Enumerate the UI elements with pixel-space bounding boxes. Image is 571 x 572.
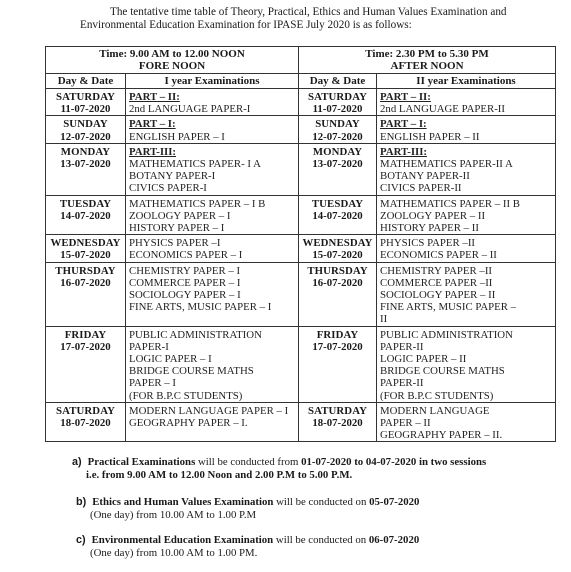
exam-paper: FINE ARTS, MUSIC PAPER – I xyxy=(129,301,272,314)
part-heading: PART-III: xyxy=(380,145,428,158)
col-header-second-year: II year Examinations xyxy=(377,74,556,89)
exam-subjects-cell-second xyxy=(377,235,556,262)
exam-paper: HISTORY PAPER – I xyxy=(129,222,225,235)
exam-paper: ENGLISH PAPER – I xyxy=(129,130,225,143)
exam-paper: ENGLISH PAPER – II xyxy=(380,130,480,143)
exam-date: 14-07-2020 xyxy=(60,209,111,222)
exam-subjects-cell-first xyxy=(126,116,299,143)
exam-paper: 2nd LANGUAGE PAPER-I xyxy=(129,103,251,116)
exam-subjects-cell-second xyxy=(377,326,556,402)
exam-subjects-cell-second xyxy=(377,262,556,326)
note-ethics xyxy=(76,496,546,521)
note-c-timings: (One day) from 10.00 AM to 1.00 PM. xyxy=(90,546,258,559)
exam-paper: 2nd LANGUAGE PAPER-II xyxy=(380,103,505,116)
exam-paper: ZOOLOGY PAPER – I xyxy=(129,209,231,222)
exam-paper: II xyxy=(380,313,388,326)
exam-date: 12-07-2020 xyxy=(60,130,111,143)
part-heading: PART – II: xyxy=(380,91,431,103)
day-name: MONDAY xyxy=(60,145,111,158)
note-b-date: 05-07-2020 xyxy=(369,496,420,508)
timetable-body xyxy=(46,89,556,442)
exam-paper: LOGIC PAPER – II xyxy=(380,353,467,366)
exam-date: 13-07-2020 xyxy=(312,158,363,171)
timetable-row xyxy=(46,195,556,235)
afternoon-time: Time: 2.30 PM to 5.30 PM xyxy=(365,48,489,60)
exam-date: 15-07-2020 xyxy=(312,249,363,262)
day-date-cell-first xyxy=(46,116,126,143)
day-date-cell-first xyxy=(46,402,126,442)
forenoon-header xyxy=(46,47,299,74)
day-name: SATURDAY xyxy=(56,404,115,417)
day-date-cell-first xyxy=(46,89,126,116)
note-b-marker: b) xyxy=(76,496,87,508)
day-name: SUNDAY xyxy=(63,118,108,131)
day-date-cell-first xyxy=(46,195,126,235)
exam-date: 18-07-2020 xyxy=(60,417,111,430)
day-name: WEDNESDAY xyxy=(302,237,373,250)
day-name: SATURDAY xyxy=(56,91,115,103)
exam-paper: PAPER-II xyxy=(380,340,424,353)
exam-date: 17-07-2020 xyxy=(312,340,363,353)
intro-paragraph: The tentative time table of Theory, Practical, Ethics and Human Values Examination and Environmental Education Examination for IPASE July 2020 is as follows: xyxy=(80,6,507,31)
day-date-cell-second xyxy=(299,143,377,195)
exam-date: 13-07-2020 xyxy=(60,158,111,171)
timetable-row xyxy=(46,262,556,326)
exam-subjects-cell-first xyxy=(126,262,299,326)
column-header-row xyxy=(46,74,556,89)
day-name: TUESDAY xyxy=(311,197,364,210)
note-a-dates: 01-07-2020 to 04-07-2020 in two sessions xyxy=(301,456,487,468)
exam-paper: FINE ARTS, MUSIC PAPER – xyxy=(380,301,517,314)
note-a-title: Practical Examinations xyxy=(87,456,196,468)
exam-paper: BRIDGE COURSE MATHS xyxy=(129,365,254,378)
timetable xyxy=(45,46,556,442)
note-b-timings: (One day) from 10.00 AM to 1.00 P.M xyxy=(90,508,257,521)
exam-paper: MATHEMATICS PAPER-II A xyxy=(380,158,513,171)
timetable-row xyxy=(46,116,556,143)
exam-paper: COMMERCE PAPER – I xyxy=(129,276,241,289)
day-date-cell-second xyxy=(299,195,377,235)
exam-paper: MATHEMATICS PAPER- I A xyxy=(129,158,261,171)
exam-paper: MATHEMATICS PAPER – I B xyxy=(129,197,266,210)
col-header-day-date-1: Day & Date xyxy=(46,74,126,89)
exam-paper: MODERN LANGUAGE xyxy=(380,404,490,417)
exam-subjects-cell-second xyxy=(377,402,556,442)
exam-paper: PHYSICS PAPER –I xyxy=(129,237,221,250)
exam-paper: CIVICS PAPER-I xyxy=(129,182,207,195)
note-environmental xyxy=(76,534,546,559)
day-date-cell-second xyxy=(299,235,377,262)
exam-paper: PUBLIC ADMINISTRATION xyxy=(380,328,513,341)
exam-date: 11-07-2020 xyxy=(60,103,111,116)
exam-subjects-cell-second xyxy=(377,143,556,195)
day-name: TUESDAY xyxy=(59,197,112,210)
exam-paper: CIVICS PAPER-II xyxy=(380,182,462,195)
day-name: FRIDAY xyxy=(64,328,107,341)
exam-subjects-cell-first xyxy=(126,402,299,442)
exam-paper: BOTANY PAPER-II xyxy=(380,170,470,183)
timetable-row xyxy=(46,89,556,116)
part-heading: PART – II: xyxy=(129,91,180,103)
timetable-row xyxy=(46,326,556,402)
part-heading: PART-III: xyxy=(129,145,177,158)
exam-paper: PAPER-II xyxy=(380,377,424,390)
exam-paper: MATHEMATICS PAPER – II B xyxy=(380,197,520,210)
part-heading: PART – I: xyxy=(380,118,427,131)
part-heading: PART – I: xyxy=(129,118,176,131)
col-header-first-year: I year Examinations xyxy=(126,74,299,89)
exam-paper: GEOGRAPHY PAPER – II. xyxy=(380,429,503,442)
note-a-text: will be conducted from xyxy=(195,456,302,468)
day-name: THURSDAY xyxy=(307,264,368,277)
exam-paper: PUBLIC ADMINISTRATION xyxy=(129,328,262,341)
exam-paper: (FOR B.P.C STUDENTS) xyxy=(380,389,494,402)
day-name: SUNDAY xyxy=(315,118,360,131)
exam-subjects-cell-second xyxy=(377,89,556,116)
exam-date: 12-07-2020 xyxy=(312,130,363,143)
afternoon-header xyxy=(299,47,556,74)
afternoon-label: AFTER NOON xyxy=(390,60,464,72)
exam-paper: LOGIC PAPER – I xyxy=(129,353,212,366)
day-name: MONDAY xyxy=(312,145,363,158)
exam-date: 14-07-2020 xyxy=(312,209,363,222)
day-date-cell-first xyxy=(46,235,126,262)
note-c-title: Environmental Education Examination xyxy=(91,534,274,546)
exam-paper: SOCIOLOGY PAPER – II xyxy=(380,289,496,302)
day-date-cell-first xyxy=(46,326,126,402)
col-header-day-date-2: Day & Date xyxy=(299,74,377,89)
exam-paper: PAPER-I xyxy=(129,340,169,353)
exam-paper: SOCIOLOGY PAPER – I xyxy=(129,289,241,302)
exam-paper: MODERN LANGUAGE PAPER – I xyxy=(129,404,289,417)
exam-paper: BOTANY PAPER-I xyxy=(129,170,216,183)
day-date-cell-second xyxy=(299,262,377,326)
exam-date: 18-07-2020 xyxy=(312,417,363,430)
exam-subjects-cell-second xyxy=(377,195,556,235)
timetable-row xyxy=(46,143,556,195)
exam-paper: HISTORY PAPER – II xyxy=(380,222,479,235)
note-c-date: 06-07-2020 xyxy=(368,534,420,546)
note-b-title: Ethics and Human Values Examination xyxy=(92,496,274,508)
exam-paper: ECONOMICS PAPER – II xyxy=(380,249,497,262)
day-name: WEDNESDAY xyxy=(50,237,121,250)
note-c-marker: c) xyxy=(76,534,86,546)
day-date-cell-second xyxy=(299,116,377,143)
session-header-row xyxy=(46,47,556,74)
day-date-cell-first xyxy=(46,143,126,195)
exam-paper: PAPER – I xyxy=(129,377,177,390)
day-name: SATURDAY xyxy=(308,404,368,417)
exam-subjects-cell-first xyxy=(126,235,299,262)
exam-paper: COMMERCE PAPER –II xyxy=(380,276,493,289)
exam-date: 11-07-2020 xyxy=(312,103,363,116)
day-date-cell-first xyxy=(46,262,126,326)
exam-paper: ZOOLOGY PAPER – II xyxy=(380,209,486,222)
exam-date: 15-07-2020 xyxy=(60,249,111,262)
day-date-cell-second xyxy=(299,89,377,116)
day-name: FRIDAY xyxy=(316,328,359,341)
day-date-cell-second xyxy=(299,402,377,442)
exam-paper: CHEMISTRY PAPER –II xyxy=(380,264,493,277)
exam-paper: CHEMISTRY PAPER – I xyxy=(129,264,241,277)
exam-paper: PAPER – II xyxy=(380,417,431,430)
day-name: SATURDAY xyxy=(308,91,368,103)
timetable-row xyxy=(46,402,556,442)
note-a-marker: a) xyxy=(72,456,82,468)
exam-paper: ECONOMICS PAPER – I xyxy=(129,249,243,262)
exam-paper: BRIDGE COURSE MATHS xyxy=(380,365,505,378)
exam-paper: GEOGRAPHY PAPER – I. xyxy=(129,417,248,430)
exam-date: 16-07-2020 xyxy=(60,276,111,289)
day-name: THURSDAY xyxy=(55,264,116,277)
timetable-row xyxy=(46,235,556,262)
exam-date: 17-07-2020 xyxy=(60,340,111,353)
note-b-text: will be conducted on xyxy=(273,496,370,508)
forenoon-label: FORE NOON xyxy=(138,60,206,72)
exam-paper: (FOR B.P.C STUDENTS) xyxy=(129,389,243,402)
forenoon-time: Time: 9.00 AM to 12.00 NOON xyxy=(99,48,245,60)
exam-date: 16-07-2020 xyxy=(312,276,363,289)
note-c-text: will be conducted on xyxy=(273,534,369,546)
exam-paper: PHYSICS PAPER –II xyxy=(380,237,476,250)
exam-subjects-cell-first xyxy=(126,89,299,116)
exam-subjects-cell-first xyxy=(126,326,299,402)
day-date-cell-second xyxy=(299,326,377,402)
exam-subjects-cell-first xyxy=(126,143,299,195)
exam-subjects-cell-second xyxy=(377,116,556,143)
exam-subjects-cell-first xyxy=(126,195,299,235)
note-practical xyxy=(72,456,542,481)
note-a-timings: i.e. from 9.00 AM to 12.00 Noon and 2.00 P.M to 5.00 P.M. xyxy=(86,468,353,481)
